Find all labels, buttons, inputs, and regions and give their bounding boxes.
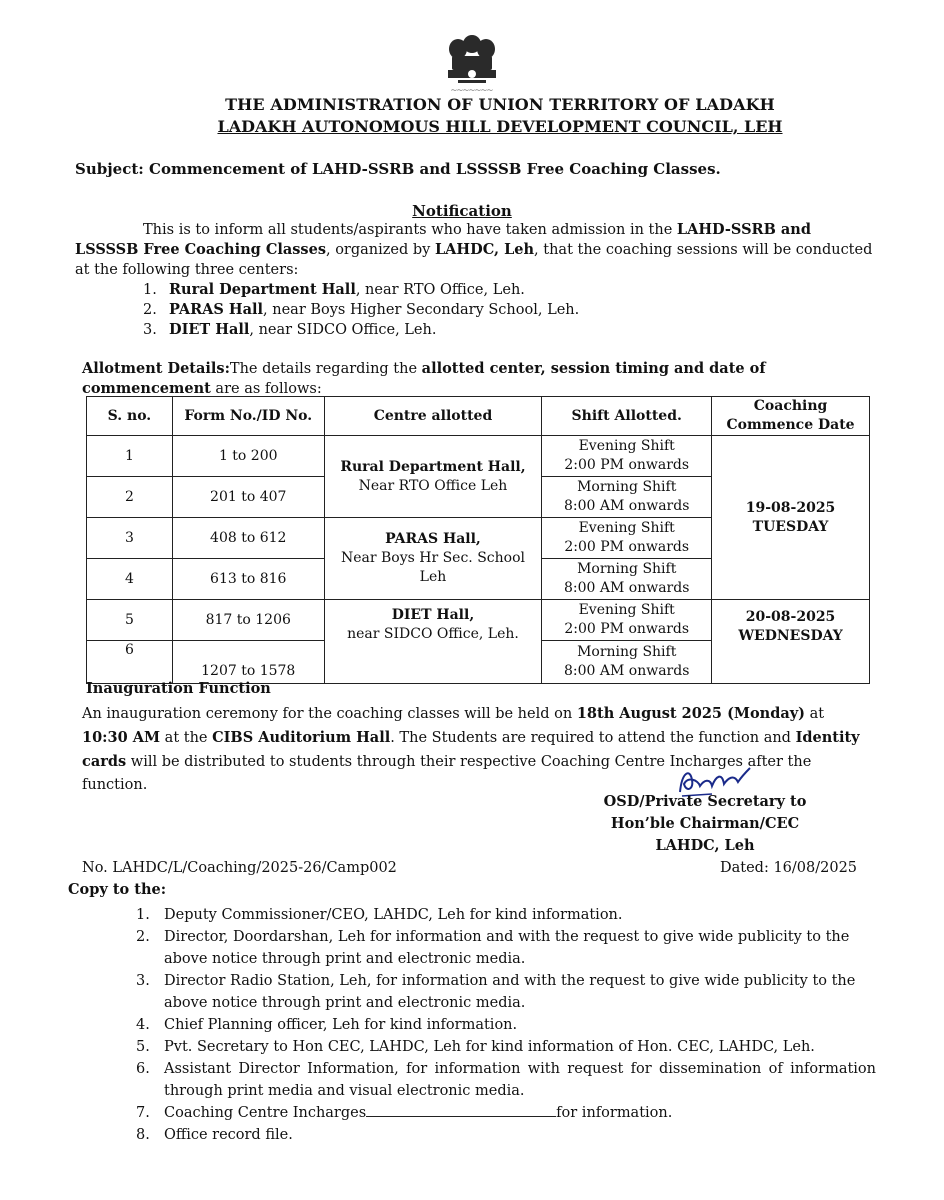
table-row (87, 600, 870, 641)
inauguration-title: Inauguration Function (86, 680, 271, 697)
list-item: 2. Director, Doordarshan, Leh for information and with the request to give wide publicity to the above notice through print and electronic media. (136, 929, 850, 967)
signature-block (592, 791, 818, 857)
list-item: 7. Coaching Centre Incharges for information. (136, 1105, 673, 1121)
notification-title: Notification (412, 202, 512, 220)
center-item: 1. Rural Department Hall, near RTO Office, Leh. (143, 281, 525, 298)
signatory-title: OSD/Private Secretary to (603, 793, 807, 810)
national-emblem-icon (428, 30, 516, 98)
cell-shift: Morning Shift 8:00 AM onwards (542, 559, 712, 600)
table-header-row (87, 397, 870, 436)
cell-sno: 6 (87, 641, 173, 684)
cell-shift: Morning Shift 8:00 AM onwards (542, 477, 712, 518)
header-sno: S. no. (87, 397, 173, 436)
cell-sno: 5 (87, 600, 173, 641)
signatory-location: LAHDC, Leh (655, 837, 755, 854)
cell-sno: 2 (87, 477, 173, 518)
cell-shift: Evening Shift 2:00 PM onwards (542, 600, 712, 641)
cell-centre: Rural Department Hall, Near RTO Office Leh (324, 436, 542, 518)
signatory-office: Hon’ble Chairman/CEC (610, 815, 800, 832)
center-item: 2. PARAS Hall, near Boys Higher Secondary School, Leh. (143, 301, 580, 318)
cell-date: 20-08-2025 WEDNESDAY (712, 600, 870, 684)
header-title-council: LADAKH AUTONOMOUS HILL DEVELOPMENT COUNCIL, LEH (217, 117, 783, 136)
allotment-paragraph: Allotment Details:The details regarding the allotted center, session timing and date of commencement are as follows: (82, 360, 766, 397)
cell-form: 201 to 407 (172, 477, 324, 518)
cell-form: 1207 to 1578 (172, 641, 324, 684)
list-item: 3. Director Radio Station, Leh, for information and with the request to give wide publicity to the above notice through print and electronic media. (136, 973, 856, 1011)
cell-shift: Morning Shift 8:00 AM onwards (542, 641, 712, 684)
copy-to-list (136, 904, 876, 1146)
header-shift: Shift Allotted. (542, 397, 712, 436)
cell-centre: DIET Hall, near SIDCO Office, Leh. (324, 600, 542, 684)
svg-text:⁓⁓⁓⁓⁓⁓⁓: ⁓⁓⁓⁓⁓⁓⁓ (451, 87, 493, 94)
cell-shift: Evening Shift 2:00 PM onwards (542, 436, 712, 477)
copy-to-title: Copy to the: (68, 881, 167, 898)
blank-fill-line (366, 1104, 556, 1117)
cell-shift: Evening Shift 2:00 PM onwards (542, 518, 712, 559)
allotment-table (86, 396, 870, 684)
header-date: Coaching Commence Date (712, 397, 870, 436)
header-title-ut: THE ADMINISTRATION OF UNION TERRITORY OF LADAKH (225, 95, 775, 114)
cell-form: 817 to 1206 (172, 600, 324, 641)
intro-paragraph: This is to inform all students/aspirants who have taken admission in the LAHD-SSRB and LSSSSB Free Coaching Classes, organized by LAHDC, Leh, that the coaching sessions will be conducted at the following three centers: (75, 221, 873, 278)
inauguration-paragraph: An inauguration ceremony for the coaching classes will be held on 18th August 2025 (Monday) at 10:30 AM at the CIBS Auditorium Hall. The Students are required to attend the function and Identity cards will be distributed to students through their respective Coaching Centre Incharges after the function. (82, 705, 860, 793)
cell-form: 408 to 612 (172, 518, 324, 559)
cell-centre: PARAS Hall, Near Boys Hr Sec. School Leh (324, 518, 542, 600)
list-item: 5. Pvt. Secretary to Hon CEC, LAHDC, Leh for kind information of Hon. CEC, LAHDC, Leh. (136, 1039, 815, 1055)
subject-line: Subject: Commencement of LAHD-SSRB and LSSSSB Free Coaching Classes. (75, 160, 721, 178)
header-centre: Centre allotted (324, 397, 542, 436)
list-item: 4. Chief Planning officer, Leh for kind information. (136, 1017, 518, 1033)
cell-date: 19-08-2025 TUESDAY (712, 436, 870, 600)
cell-sno: 3 (87, 518, 173, 559)
list-item: 8. Office record file. (136, 1127, 293, 1143)
list-item: 1. Deputy Commissioner/CEO, LAHDC, Leh for kind information. (136, 907, 623, 923)
center-item: 3. DIET Hall, near SIDCO Office, Leh. (143, 321, 437, 338)
date-line: Dated: 16/08/2025 (720, 860, 858, 876)
cell-sno: 4 (87, 559, 173, 600)
cell-form: 1 to 200 (172, 436, 324, 477)
cell-sno: 1 (87, 436, 173, 477)
header-form: Form No./ID No. (172, 397, 324, 436)
list-item: 6. Assistant Director Information, for information with request for dissemination of information through print media and visual electronic media. (136, 1061, 876, 1099)
reference-number: No. LAHDC/L/Coaching/2025-26/Camp002 (82, 860, 397, 876)
cell-form: 613 to 816 (172, 559, 324, 600)
table-row (87, 436, 870, 477)
